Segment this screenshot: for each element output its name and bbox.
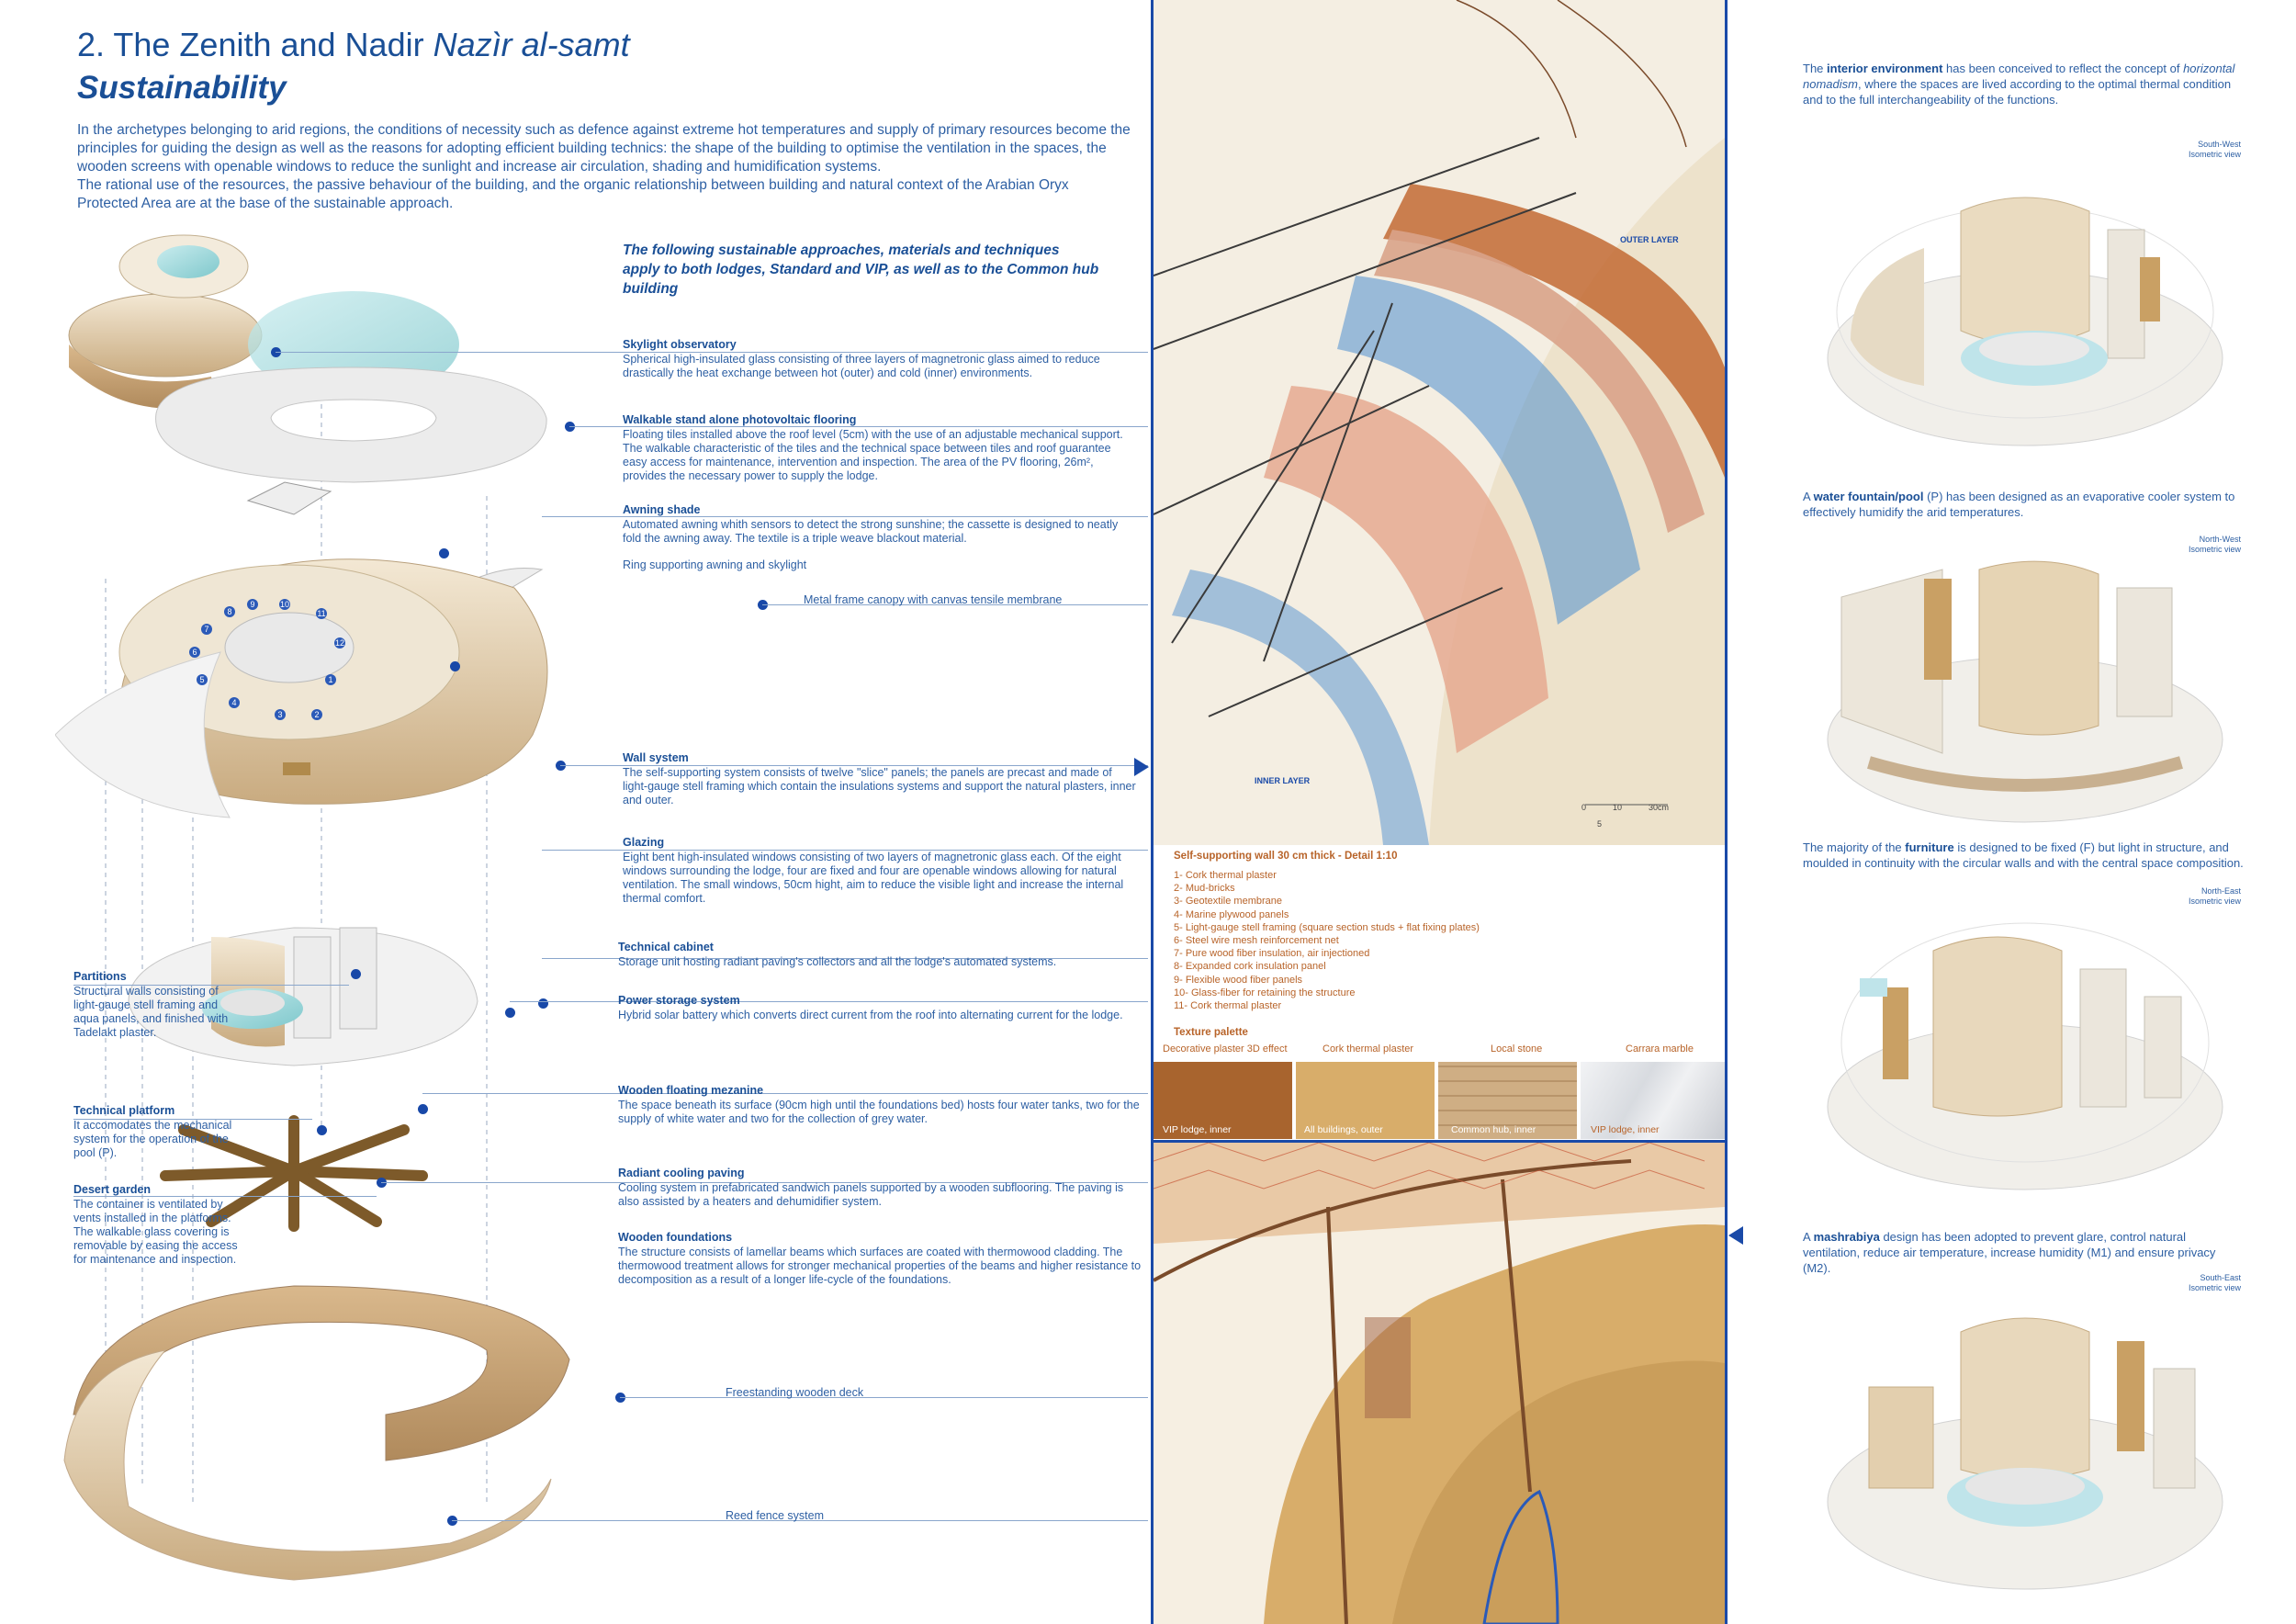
note-glazing: Glazing Eight bent high-insulated windows consisting of two layers of magnetronic glass each. Of the eight windows surrounding the lodge, four are fixed and four are openable windows allowing for natural ventilation. The small windows, 50cm hight, aim to reduce the visible light and increase the internal thermal comfort. <box>623 836 1124 905</box>
view-label-north-east: North-East Isometric view <box>2188 886 2241 906</box>
note-mashrabiya: A mashrabiya design has been adopted to prevent glare, control natural ventilation, reduce air temperature, increase humidity (M1) and ensure privacy (M2). <box>1803 1230 2216 1275</box>
note-interior-environment: The interior environment has been conceived to reflect the concept of horizontal nomadism, where the spaces are lived according to the optimal thermal condition and to the full interchangeability of the functions. <box>1803 62 2235 107</box>
note-desert-garden: Desert garden The container is ventilated by vents installed in the platforms. The walkable glass covering is removable by easing the access for maintenance and inspection. <box>73 1183 238 1266</box>
platform-marker <box>317 1125 327 1135</box>
roof-number: 7 <box>204 625 209 634</box>
mezzanine-marker <box>418 1104 428 1114</box>
scale-5: 5 <box>1597 819 1603 829</box>
roof-number: 5 <box>199 675 205 684</box>
note-technical-cabinet: Technical cabinet Storage unit hosting radiant paving's collectors and all the lodge's automated systems. <box>618 941 1057 968</box>
texture-use: VIP lodge, inner <box>1591 1124 1660 1135</box>
view-label-north-west: North-West Isometric view <box>2188 535 2241 554</box>
note-partitions: Partitions Structural walls consisting of light-gauge stell framing and aqua panels, and finished with Tadelakt plaster. <box>73 970 229 1039</box>
scale-30: 30cm <box>1649 803 1670 812</box>
lead-statement: The following sustainable approaches, materials and techniques apply to both lodges, Standard and VIP, as well as to the Common hub building <box>623 242 1099 297</box>
isometric-view-south-west <box>1814 156 2236 450</box>
list-item: 6- Steel wire mesh reinforcement net <box>1174 935 1339 947</box>
texture-use: Common hub, inner <box>1451 1124 1536 1135</box>
scale-10: 10 <box>1613 803 1623 812</box>
outer-layer-label: OUTER LAYER <box>1620 235 1679 244</box>
arrow-left <box>1134 758 1149 776</box>
page-subtitle: Sustainability <box>77 70 287 106</box>
inner-layer-label: INNER LAYER <box>1255 776 1311 785</box>
note-power-storage: Power storage system Hybrid solar battery which converts direct current from the roof into alternating current for the lodge. <box>618 994 1123 1021</box>
view-label-south-west: South-West Isometric view <box>2188 140 2241 159</box>
note-foundations: Wooden foundations The structure consists of lamellar beams which surfaces are coated with thermowood cladding. The thermowood treatment allows for stronger mechanical properties of the beams and higher resistance to decomposition as a result of a longer life-cycle of the foundations. <box>618 1231 1142 1286</box>
list-item: 1- Cork thermal plaster <box>1174 870 1277 881</box>
list-item: 5- Light-gauge stell framing (square section studs + flat fixing plates) <box>1174 921 1480 933</box>
awning-marker <box>439 548 449 558</box>
roof-number: 8 <box>227 607 232 616</box>
note-furniture: The majority of the furniture is designed to be fixed (F) but light in structure, and moulded in continuity with the circular walls and with the central space composition. <box>1803 840 2244 870</box>
power-marker <box>505 1008 515 1018</box>
isometric-view-north-west <box>1814 533 2236 827</box>
note-technical-platform: Technical platform It accomodates the mechanical system for the operation of the pool (P). <box>73 1104 232 1159</box>
list-item: 4- Marine plywood panels <box>1174 908 1289 920</box>
texture-use: All buildings, outer <box>1304 1124 1383 1135</box>
roof-number: 10 <box>279 600 290 609</box>
list-item: 11- Cork thermal plaster <box>1174 1000 1282 1012</box>
texture-name: Cork thermal plaster <box>1322 1043 1414 1054</box>
awning-frame <box>248 482 331 514</box>
list-item: 3- Geotextile membrane <box>1174 896 1282 908</box>
interior-perspective-sketch <box>1154 1143 1725 1624</box>
arrow-right <box>1728 1226 1743 1245</box>
note-canopy: Metal frame canopy with canvas tensile membrane <box>804 593 1063 606</box>
roof-number: 11 <box>317 609 326 618</box>
exploded-axonometric-drawing <box>55 220 625 1617</box>
list-item: 2- Mud-bricks <box>1174 883 1235 895</box>
texture-name: Decorative plaster 3D effect <box>1163 1043 1288 1054</box>
note-radiant-paving: Radiant cooling paving Cooling system in prefabricated sandwich panels supported by a wooden subflooring. The paving is also assisted by a heaters and dehumidifier system. <box>618 1167 1124 1208</box>
note-wall-system: Wall system The self-supporting system consists of twelve "slice" panels; the panels are precast and made of light-gauge stell framing which contain the insulations systems and support the natural plasters, inner and outer. <box>623 751 1136 806</box>
cabinet-marker <box>538 998 548 1009</box>
wall-section-sketch <box>1154 0 1725 845</box>
note-awning: Awning shade Automated awning whith sensors to detect the strong sunshine; the cassette is designed to neatly fold the awning away. The textile is a triple weave blackout material. <box>623 503 1119 545</box>
column-border-right <box>1725 0 1728 1624</box>
list-item: 8- Expanded cork insulation panel <box>1174 961 1326 973</box>
roof-number: 6 <box>192 648 197 657</box>
roof-number: 4 <box>231 698 237 707</box>
partition-marker <box>351 969 361 979</box>
texture-palette-caption: Texture palette <box>1174 1027 1248 1038</box>
roof-number: 3 <box>277 710 283 719</box>
note-skylight: Skylight observatory Spherical high-insulated glass consisting of three layers of magnetronic glass aimed to reduce drastically the heat exchange between hot (outer) and cold (inner) environments. <box>623 338 1100 379</box>
roof-number: 12 <box>334 638 345 648</box>
roof-number: 2 <box>314 710 320 719</box>
note-mezzanine: Wooden floating mezanine The space beneath its surface (90cm high until the foundations bed) hosts four water tanks, two for the supply of white water and two for the collection of grey water. <box>618 1084 1140 1125</box>
wall-layer-list <box>1174 869 1480 1012</box>
pv-ring <box>156 367 547 482</box>
list-item: 7- Pure wood fiber insulation, air injectioned <box>1174 948 1370 960</box>
note-pv-flooring: Walkable stand alone photovoltaic flooring Floating tiles installed above the roof level (5cm) with the use of an adjustable mechanical support. The walkable characteristic of the tiles and the technical space between tiles and roof guarantee easy access for maintenance, intervention and inspection. The area of the PV flooring, 26m², provides the necessary power to supply the lodge. <box>623 413 1123 482</box>
intro-text: In the archetypes belonging to arid regions, the conditions of necessity such as defence against extreme hot temperatures and supply of primary resources become the principles for guiding the design as well as the reasons for adopting efficient building technics: the shape of the building to optimise the ventilation in the spaces, the wooden screens with openable windows to reduce the sunlight and increase air circulation, shading and humidification systems. The rational use of the resources, the passive behaviour of the building, and the organic relationship between building and natural context of the Arabian Oryx Protected Area are at the base of the sustainable approach. <box>77 122 1131 211</box>
texture-use: VIP lodge, inner <box>1163 1124 1232 1135</box>
texture-name: Local stone <box>1491 1043 1543 1054</box>
list-item: 10- Glass-fiber for retaining the structure <box>1174 987 1356 998</box>
page-title: 2. The Zenith and Nadir Nazìr al-samt <box>77 26 630 63</box>
wall-detail-caption: Self-supporting wall 30 cm thick - Detail 1:10 <box>1174 851 1398 862</box>
list-item: 9- Flexible wood fiber panels <box>1174 974 1303 986</box>
note-ring: Ring supporting awning and skylight <box>623 558 807 571</box>
scale-0: 0 <box>1581 803 1587 812</box>
note-water-fountain: A water fountain/pool (P) has been designed as an evaporative cooler system to effectively humidify the arid temperatures. <box>1803 490 2235 519</box>
note-reed: Reed fence system <box>726 1509 824 1522</box>
texture-name: Carrara marble <box>1626 1043 1694 1054</box>
view-label-south-east: South-East Isometric view <box>2188 1273 2241 1292</box>
isometric-view-north-east <box>1814 896 2236 1199</box>
roof-number: 1 <box>328 675 333 684</box>
isometric-view-south-east <box>1814 1286 2236 1598</box>
note-deck: Freestanding wooden deck <box>726 1386 864 1399</box>
ring-marker <box>450 661 460 671</box>
roof-number: 9 <box>250 600 255 609</box>
